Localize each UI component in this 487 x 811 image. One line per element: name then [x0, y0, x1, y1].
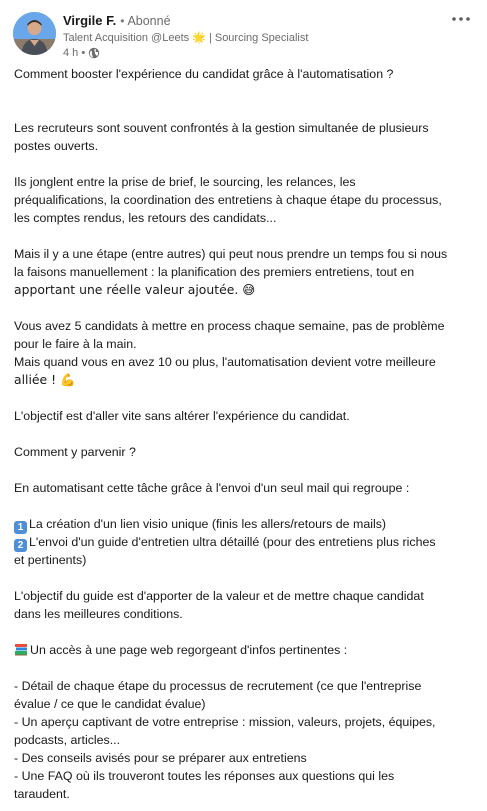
- post-line: dans les meilleures conditions.: [14, 607, 183, 621]
- post-line: Mais il y a une étape (entre autres) qui peut nous prendre un temps fou si nous: [14, 247, 448, 261]
- globe-icon: [88, 47, 100, 59]
- post-line: [14, 461, 476, 479]
- post-line: [14, 569, 476, 587]
- post-line: L'envoi d'un guide d'entretien ultra détaillé (pour des entretiens plus riches: [29, 535, 436, 549]
- name-separator: •: [120, 14, 125, 28]
- post-line: L'objectif du guide est d'apporter de la valeur et de mettre chaque candidat: [14, 589, 424, 603]
- author-headline: Talent Acquisition @Leets 🌟 | Sourcing Specialist: [63, 32, 309, 44]
- post-line: [14, 389, 476, 407]
- books-emoji-icon: [14, 643, 28, 656]
- post-line: Mais quand vous en avez 10 ou plus, l'automatisation devient votre meilleure: [14, 355, 436, 369]
- post-line: - Une FAQ où ils trouveront toutes les réponses aux questions qui les: [14, 769, 395, 783]
- post-line: la faisons manuellement : la planification des premiers entretiens, tout en: [14, 265, 415, 279]
- post-line: [14, 623, 476, 641]
- post-line: préqualifications, la coordination des entretiens à chaque étape du processus,: [14, 193, 442, 207]
- post-line: apportant une réelle valeur ajoutée. 😅: [14, 282, 256, 297]
- post-list-item: [14, 533, 476, 551]
- post-line: - Un aperçu captivant de votre entreprise : mission, valeurs, projets, équipes,: [14, 715, 436, 729]
- post-line: [14, 83, 476, 101]
- post-line: [14, 497, 476, 515]
- author-name[interactable]: Virgile F.: [63, 13, 117, 28]
- post-line: En automatisant cette tâche grâce à l'envoi d'un seul mail qui regroupe :: [14, 481, 410, 495]
- post-header: [0, 0, 487, 62]
- keycap-two-icon: 2: [14, 539, 27, 552]
- post-line: Comment y parvenir ?: [14, 445, 136, 459]
- post-line: podcasts, articles...: [14, 733, 121, 747]
- post-line: [14, 101, 476, 119]
- person-avatar-icon: [13, 12, 56, 55]
- post-line: alliée ! 💪: [14, 372, 76, 387]
- keycap-one-icon: 1: [14, 521, 27, 534]
- post-line: les comptes rendus, les retours des candidats...: [14, 211, 277, 225]
- more-horizontal-icon: [451, 16, 471, 22]
- post-list-item: [14, 515, 476, 533]
- post-line: pour le faire à la main.: [14, 337, 137, 351]
- post-line: [14, 299, 476, 317]
- author-avatar[interactable]: [13, 12, 56, 55]
- post-line: L'objectif est d'aller vite sans altérer l'expérience du candidat.: [14, 409, 350, 423]
- follow-status: Abonné: [127, 14, 171, 28]
- author-meta: [63, 12, 393, 60]
- post-line: Ils jonglent entre la prise de brief, le sourcing, les relances, les: [14, 175, 356, 189]
- post-line: [14, 227, 476, 245]
- post-time: 4 h •: [63, 47, 86, 59]
- post-line: Les recruteurs sont souvent confrontés à la gestion simultanée de plusieurs: [14, 121, 429, 135]
- post-line: Comment booster l'expérience du candidat grâce à l'automatisation ?: [14, 67, 394, 81]
- post-line: La création d'un lien visio unique (finis les allers/retours de mails): [29, 517, 387, 531]
- post-line: Vous avez 5 candidats à mettre en process chaque semaine, pas de problème: [14, 319, 445, 333]
- post-line: [14, 155, 476, 173]
- post-time-line: [63, 46, 393, 60]
- post-line: Un accès à une page web regorgeant d'infos pertinentes :: [30, 643, 348, 657]
- post-body: [14, 65, 476, 803]
- post-line: et pertinents): [14, 553, 87, 567]
- post-line: [14, 425, 476, 443]
- post-list-item: [14, 641, 476, 659]
- post-line: - Des conseils avisés pour se préparer aux entretiens: [14, 751, 307, 765]
- author-name-line: [63, 12, 393, 30]
- post-line: évalue / ce que le candidat évalue): [14, 697, 206, 711]
- more-options-button[interactable]: [446, 8, 476, 30]
- post-line: - Détail de chaque étape du processus de recrutement (ce que l'entreprise: [14, 679, 422, 693]
- post-line: [14, 659, 476, 677]
- post-line: postes ouverts.: [14, 139, 99, 153]
- post-line: taraudent.: [14, 787, 70, 801]
